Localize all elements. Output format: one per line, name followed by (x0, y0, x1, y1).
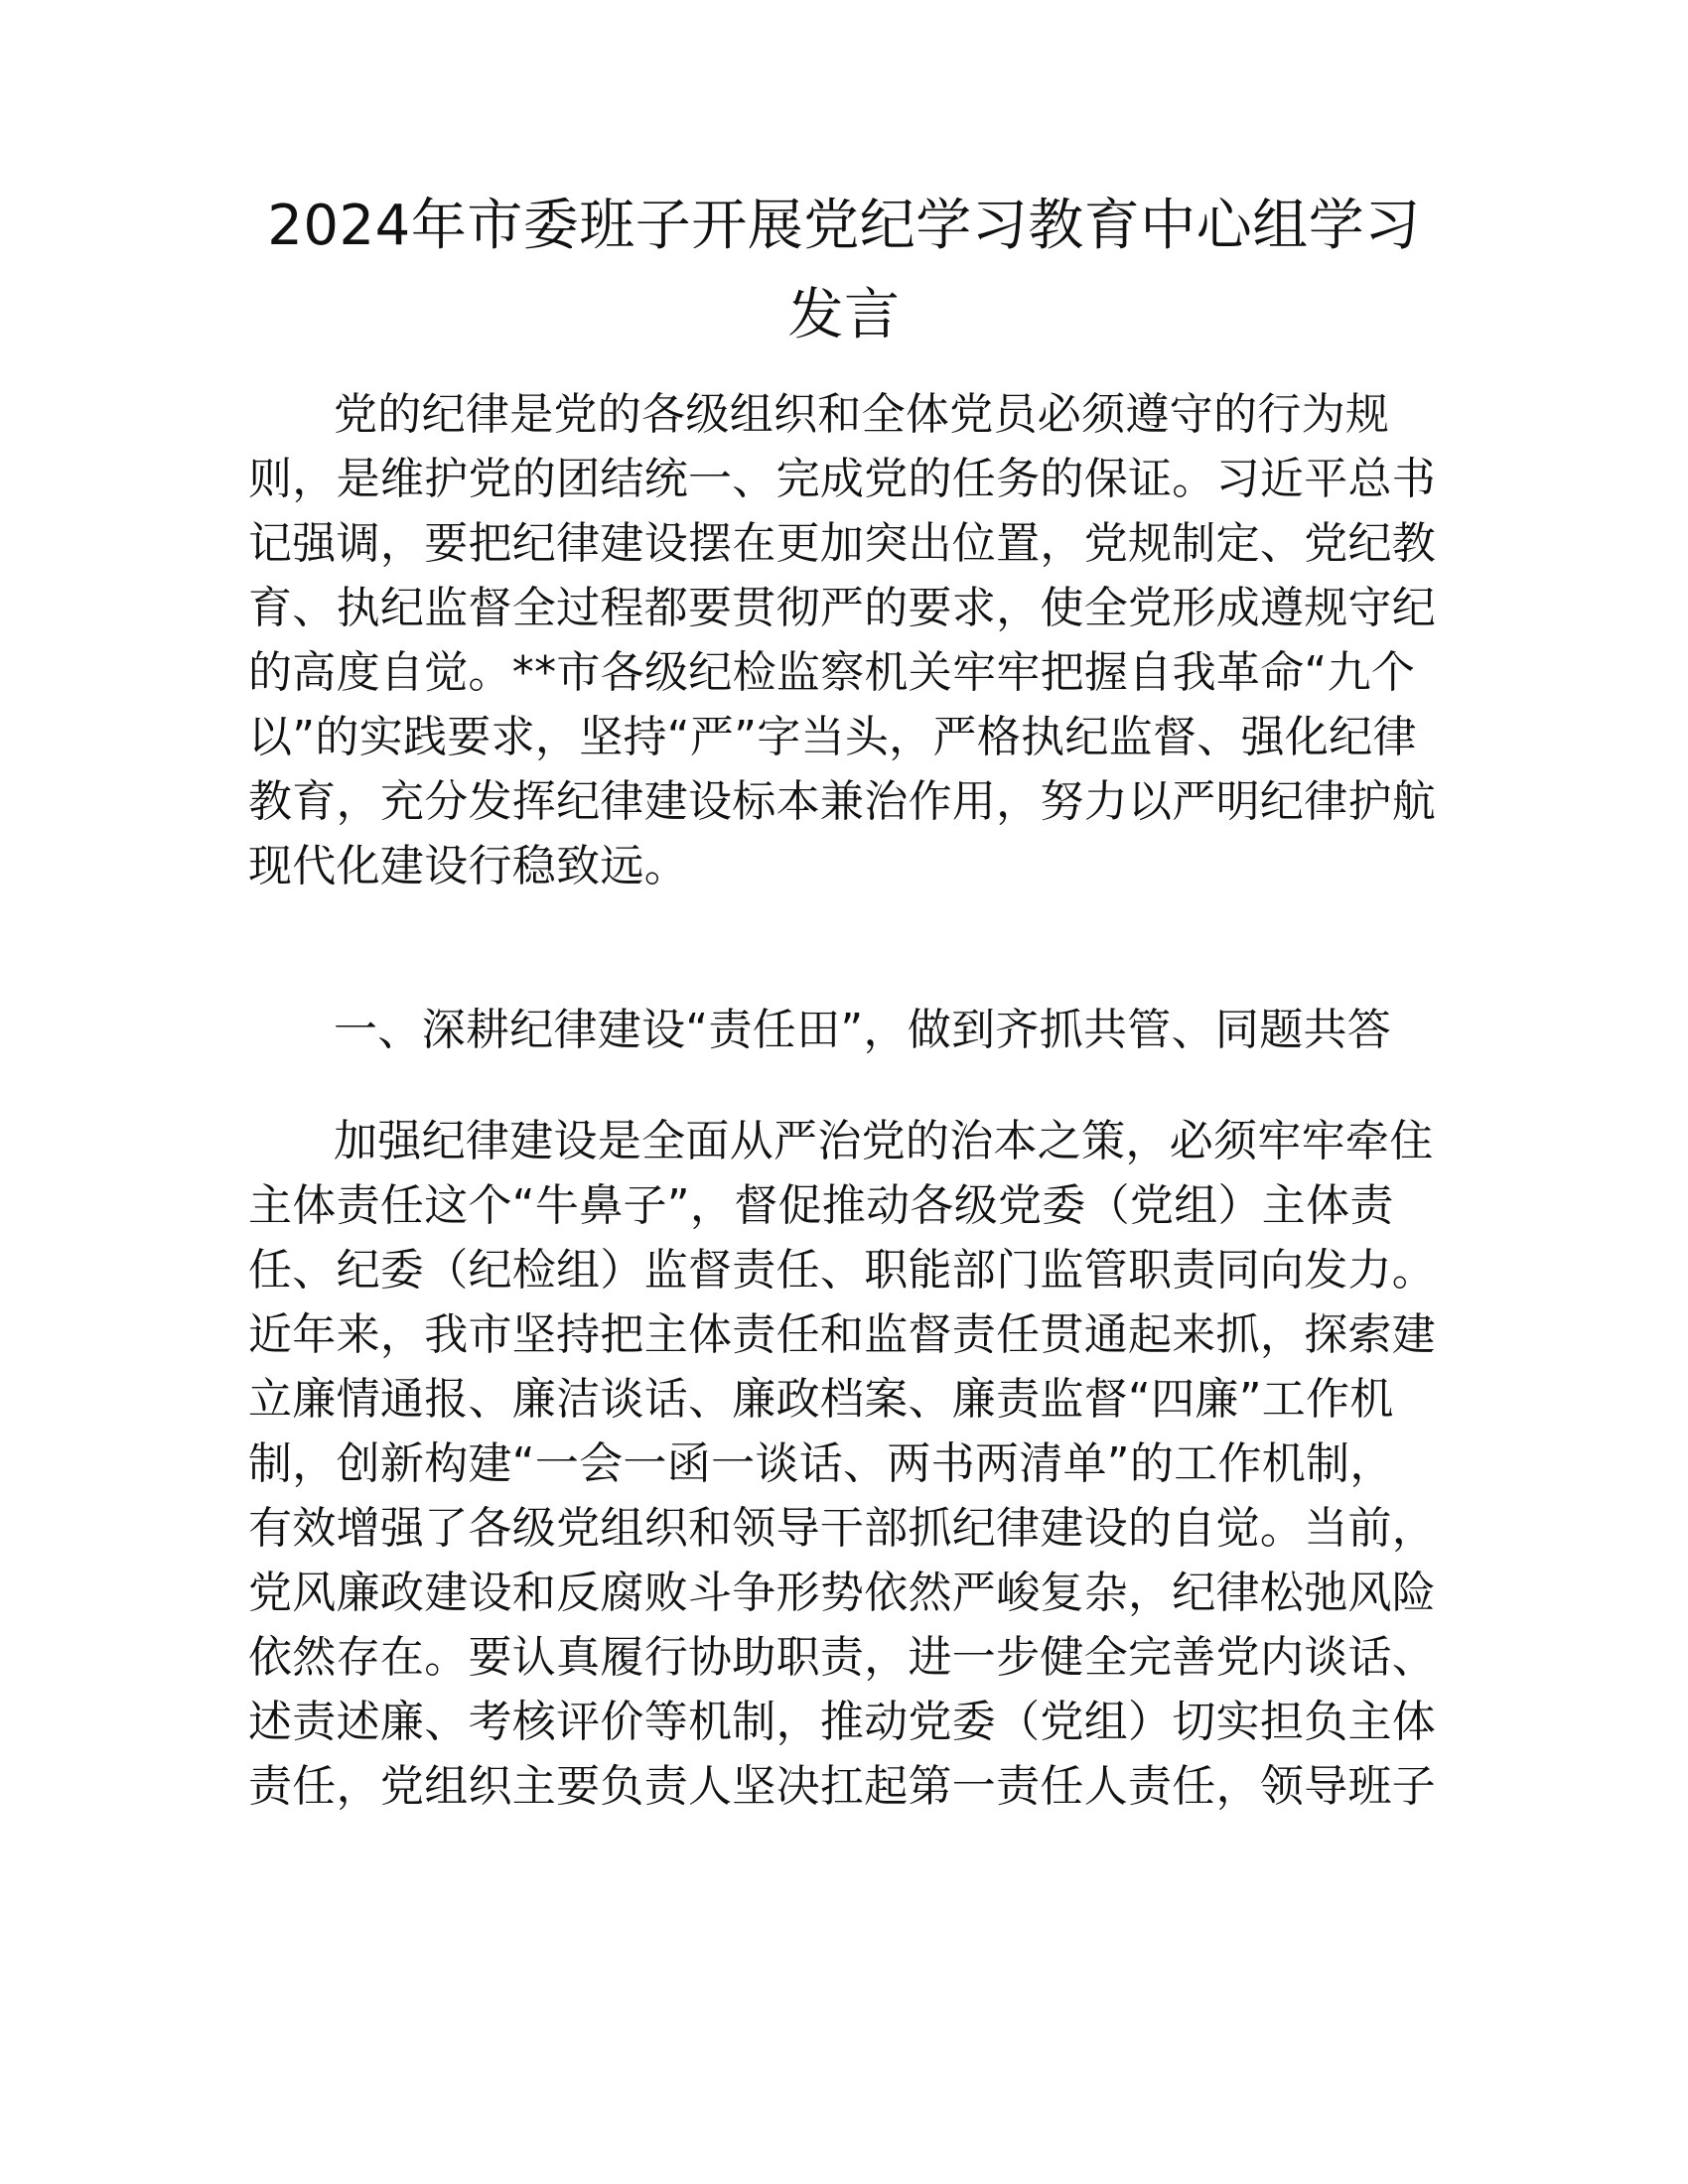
paragraph-section-1 (248, 1109, 1440, 1819)
paragraph-line: 近年来，我市坚持把主体责任和监督责任贯通起来抓，探索建 (248, 1309, 1437, 1360)
paragraph-line: 依然存在。要认真履行协助职责，进一步健全完善党内谈话、 (248, 1632, 1437, 1683)
paragraph-line: 加强纪律建设是全面从严治党的治本之策，必须牢牢牵住 (334, 1116, 1434, 1166)
paragraph-line: 党的纪律是党的各级组织和全体党员必须遵守的行为规 (334, 389, 1390, 440)
paragraph-line: 现代化建设行稳致远。 (248, 841, 688, 891)
paragraph-line: 任、纪委（纪检组）监督责任、职能部门监管职责同向发力。 (248, 1245, 1437, 1296)
paragraph-line: 立廉情通报、廉洁谈话、廉政档案、廉责监督“四廉”工作机 (248, 1374, 1394, 1425)
paragraph-line: 记强调，要把纪律建设摆在更加突出位置，党规制定、党纪教 (248, 518, 1437, 569)
paragraph-line: 述责述廉、考核评价等机制，推动党委（党组）切实担负主体 (248, 1697, 1437, 1747)
document-title-line-1: 2024年市委班子开展党纪学习教育中心组学习 (267, 194, 1421, 258)
paragraph-line: 则，是维护党的团结统一、完成党的任务的保证。习近平总书 (248, 454, 1437, 504)
paragraph-line: 以”的实践要求，坚持“严”字当头，严格执纪监督、强化纪律 (248, 712, 1417, 762)
paragraph-line: 育、执纪监督全过程都要贯彻严的要求，使全党形成遵规守纪 (248, 583, 1437, 633)
paragraph-line: 主体责任这个“牛鼻子”，督促推动各级党委（党组）主体责 (248, 1180, 1394, 1231)
paragraph-line: 责任，党组织主要负责人坚决扛起第一责任人责任，领导班子 (248, 1761, 1437, 1812)
paragraph-line: 的高度自觉。**市各级纪检监察机关牢牢把握自我革命“九个 (248, 647, 1416, 698)
section-heading-text: 一、深耕纪律建设“责任田”，做到齐抓共管、同题共答 (334, 1005, 1392, 1055)
paragraph-line: 制，创新构建“一会一函一谈话、两书两清单”的工作机制， (248, 1438, 1394, 1489)
section-heading-1 (248, 998, 1440, 1062)
paragraph-line: 党风廉政建设和反腐败斗争形势依然严峻复杂，纪律松弛风险 (248, 1568, 1437, 1618)
paragraph-intro (248, 382, 1440, 898)
document-title-line-2: 发言 (787, 283, 901, 347)
paragraph-line: 有效增强了各级党组织和领导干部抓纪律建设的自觉。当前， (248, 1503, 1437, 1554)
paragraph-line: 教育，充分发挥纪律建设标本兼治作用，努力以严明纪律护航 (248, 776, 1437, 827)
